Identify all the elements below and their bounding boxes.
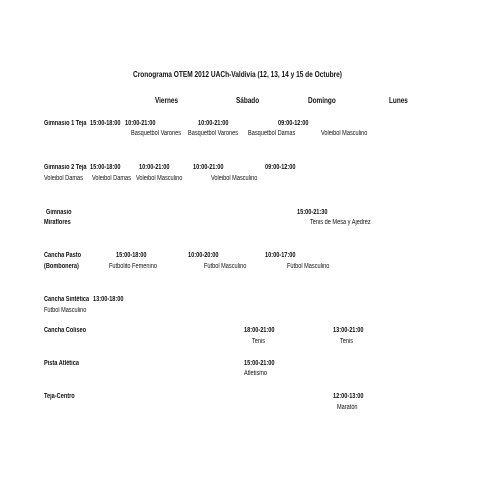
venue-cancha-sintetica: Cancha Sintética	[44, 296, 90, 303]
activity: Fútbol Masculino	[204, 263, 247, 270]
time-slot: 10:00-21:00	[198, 120, 229, 127]
time-slot: 15:00-21:30	[297, 209, 328, 216]
venue-cancha-pasto-line1: Cancha Pasto	[44, 252, 82, 259]
time-slot: 15:00-21:00	[244, 360, 275, 367]
day-header-friday: Viernes	[155, 96, 179, 105]
time-slot: 09:00-12:00	[265, 164, 296, 171]
day-header-monday: Lunes	[389, 96, 408, 105]
activity: Voleibol Damas	[44, 175, 83, 182]
activity: Tenis de Mesa y Ajedrez	[310, 219, 371, 226]
venue-gimnasio-miraflores-line2: Miraflores	[44, 219, 71, 226]
time-slot: 15:00-18:00	[116, 252, 147, 259]
activity: Basquetbol Damas	[248, 130, 296, 137]
activity: Basquetbol Varones	[131, 130, 182, 137]
time-slot: 10:00-20:00	[188, 252, 219, 259]
activity: Voleibol Masculino	[136, 175, 183, 182]
time-slot: 09:00-12:00	[278, 120, 309, 127]
time-slot: 12:00-13:00	[333, 393, 364, 400]
activity: Maratón	[337, 404, 358, 411]
activity: Fútbol Masculino	[287, 263, 330, 270]
time-slot: 15:00-18:00	[90, 164, 121, 171]
venue-cancha-coliseo: Cancha Coliseo	[44, 327, 87, 334]
time-slot: 10:00-21:00	[125, 120, 156, 127]
activity: Atletismo	[244, 370, 268, 377]
activity: Voleibol Damas	[92, 175, 131, 182]
day-header-sunday: Domingo	[308, 96, 336, 105]
venue-pista-atletica: Pista Atlética	[44, 360, 79, 367]
time-slot: 15:00-18:00	[90, 120, 121, 127]
activity: Voleibol Masculino	[211, 175, 258, 182]
venue-teja-centro: Teja-Centro	[44, 393, 75, 400]
activity: Basquetbol Varones	[188, 130, 239, 137]
venue-gimnasio-1-teja: Gimnasio 1 Teja	[44, 120, 87, 127]
venue-gimnasio-2-teja: Gimnasio 2 Teja	[44, 164, 87, 171]
time-slot: 10:00-21:00	[193, 164, 224, 171]
activity: Tenis	[340, 338, 354, 345]
activity: Fútbol Masculino	[44, 307, 87, 314]
venue-cancha-pasto-line2: (Bombonera)	[44, 263, 79, 270]
time-slot: 18:00-21:00	[244, 327, 275, 334]
activity: Tenis	[252, 338, 266, 345]
activity: Voleibol Masculino	[321, 130, 368, 137]
time-slot: 13:00-18:00	[93, 296, 124, 303]
venue-gimnasio-miraflores-line1: Gimnasio	[46, 209, 72, 216]
time-slot: 13:00-21:00	[333, 327, 364, 334]
day-header-saturday: Sábado	[236, 96, 260, 105]
time-slot: 10:00-17:00	[265, 252, 296, 259]
time-slot: 10:00-21:00	[139, 164, 170, 171]
document-title: Cronograma OTEM 2012 UACh-Valdivia (12, 13, 14 y 15 de Octubre)	[133, 70, 342, 79]
activity: Futbolito Femenino	[109, 263, 157, 270]
